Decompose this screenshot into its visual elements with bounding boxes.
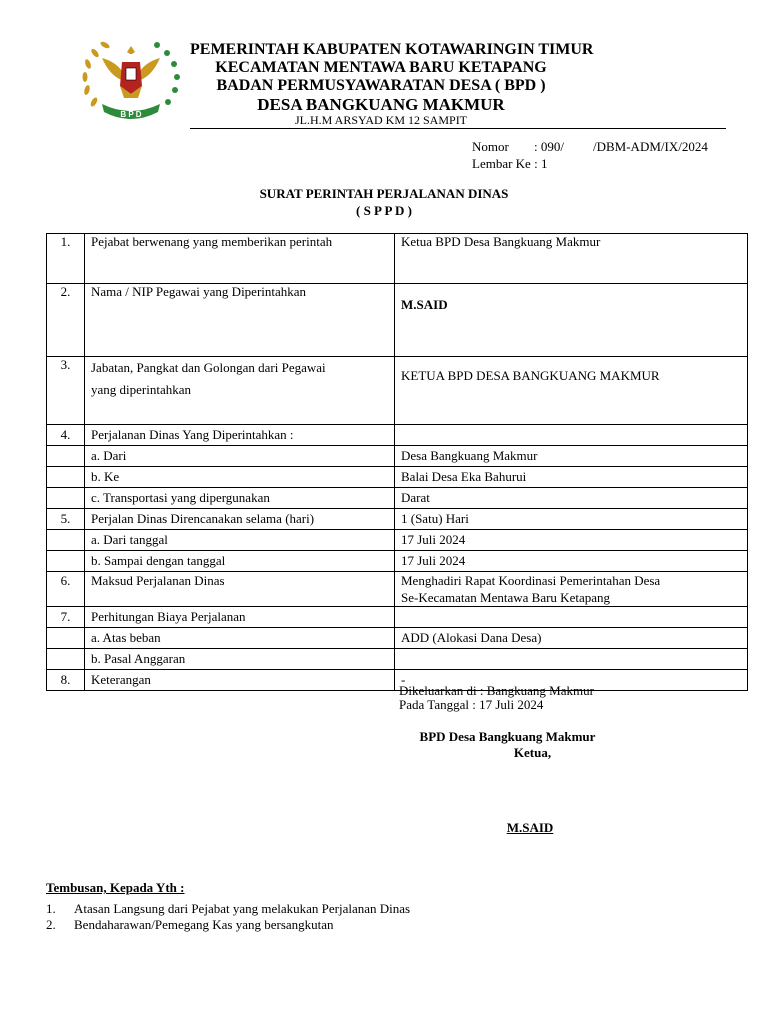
signer-position: Ketua, bbox=[513, 745, 552, 760]
row-number: 1. bbox=[47, 234, 85, 284]
table-row bbox=[47, 530, 748, 551]
cc-item-number: 1. bbox=[46, 901, 56, 916]
row-value: 1 (Satu) Hari bbox=[395, 509, 748, 530]
nomor-value: : 090/ bbox=[534, 139, 564, 154]
list-item bbox=[46, 917, 334, 933]
table-row bbox=[47, 357, 748, 425]
table-row bbox=[47, 446, 748, 467]
header-address: JL.H.M ARSYAD KM 12 SAMPIT bbox=[294, 113, 468, 127]
row-value: KETUA BPD DESA BANGKUANG MAKMUR bbox=[395, 357, 748, 425]
row-number bbox=[47, 488, 85, 509]
row-value-line-1: Menghadiri Rapat Koordinasi Pemerintahan Desa bbox=[401, 573, 661, 588]
row-value bbox=[395, 425, 748, 446]
row-number bbox=[47, 446, 85, 467]
table-row bbox=[47, 488, 748, 509]
lembar-ke: Lembar Ke : 1 bbox=[472, 156, 548, 171]
row-label: Maksud Perjalanan Dinas bbox=[85, 572, 395, 607]
row-number: 6. bbox=[47, 572, 85, 607]
row-label: b. Pasal Anggaran bbox=[85, 649, 395, 670]
bpd-logo bbox=[72, 32, 190, 128]
row-label-line-1: Jabatan, Pangkat dan Golongan dari Pegawai bbox=[91, 360, 326, 375]
row-number bbox=[47, 467, 85, 488]
row-number: 5. bbox=[47, 509, 85, 530]
row-number: 4. bbox=[47, 425, 85, 446]
row-label bbox=[85, 357, 395, 425]
table-row bbox=[47, 234, 748, 284]
row-number: 2. bbox=[47, 284, 85, 357]
table-row bbox=[47, 572, 748, 607]
table-row bbox=[47, 607, 748, 628]
row-label: c. Transportasi yang dipergunakan bbox=[85, 488, 395, 509]
row-label: a. Dari bbox=[85, 446, 395, 467]
row-number: 8. bbox=[47, 670, 85, 691]
document-title: SURAT PERINTAH PERJALANAN DINAS bbox=[259, 186, 509, 201]
row-value bbox=[395, 649, 748, 670]
table-row bbox=[47, 628, 748, 649]
header-line-2: KECAMATAN MENTAWA BARU KETAPANG bbox=[215, 59, 547, 76]
header-line-3: BADAN PERMUSYAWARATAN DESA ( BPD ) bbox=[216, 77, 546, 94]
document-subtitle: ( S P P D ) bbox=[356, 203, 412, 218]
table-row bbox=[47, 551, 748, 572]
row-value: M.SAID bbox=[395, 284, 748, 357]
row-number: 3. bbox=[47, 357, 85, 425]
table-row bbox=[47, 509, 748, 530]
row-label: b. Ke bbox=[85, 467, 395, 488]
header-line-1: PEMERINTAH KABUPATEN KOTAWARINGIN TIMUR bbox=[190, 41, 594, 58]
cc-title: Tembusan, Kepada Yth : bbox=[46, 880, 185, 895]
row-label: Keterangan bbox=[85, 670, 395, 691]
row-label: Pejabat berwenang yang memberikan perintah bbox=[85, 234, 395, 284]
header-line-4: DESA BANGKUANG MAKMUR bbox=[257, 95, 505, 114]
row-value: Desa Bangkuang Makmur bbox=[395, 446, 748, 467]
table-row bbox=[47, 284, 748, 357]
nomor-suffix: /DBM-ADM/IX/2024 bbox=[593, 139, 708, 154]
cc-item-text: Bendaharawan/Pemegang Kas yang bersangkutan bbox=[74, 917, 334, 932]
row-label-line-2: yang diperintahkan bbox=[91, 382, 191, 397]
issued-date: Pada Tanggal : 17 Juli 2024 bbox=[399, 697, 544, 712]
row-label: a. Atas beban bbox=[85, 628, 395, 649]
row-number bbox=[47, 628, 85, 649]
table-row bbox=[47, 467, 748, 488]
row-label: Nama / NIP Pegawai yang Diperintahkan bbox=[85, 284, 395, 357]
table-row bbox=[47, 670, 748, 691]
issued-place: Dikeluarkan di : Bangkuang Makmur bbox=[399, 683, 594, 698]
row-value: 17 Juli 2024 bbox=[395, 551, 748, 572]
nomor-label: Nomor bbox=[472, 139, 509, 154]
sppd-table bbox=[46, 233, 748, 691]
row-number bbox=[47, 530, 85, 551]
signer-name: M.SAID bbox=[506, 820, 554, 835]
signer-organization: BPD Desa Bangkuang Makmur bbox=[419, 729, 596, 744]
row-value: Darat bbox=[395, 488, 748, 509]
logo-text: B P D bbox=[120, 110, 142, 119]
cc-item-number: 2. bbox=[46, 917, 56, 932]
row-value bbox=[395, 572, 748, 607]
cc-item-text: Atasan Langsung dari Pejabat yang melakukan Perjalanan Dinas bbox=[74, 901, 411, 916]
list-item bbox=[46, 901, 410, 917]
row-label: Perjalan Dinas Direncanakan selama (hari) bbox=[85, 509, 395, 530]
row-value: Balai Desa Eka Bahurui bbox=[395, 467, 748, 488]
row-label: Perhitungan Biaya Perjalanan bbox=[85, 607, 395, 628]
header-divider bbox=[190, 128, 726, 129]
row-number: 7. bbox=[47, 607, 85, 628]
row-value: Ketua BPD Desa Bangkuang Makmur bbox=[395, 234, 748, 284]
row-value bbox=[395, 607, 748, 628]
table-row bbox=[47, 425, 748, 446]
row-value: ADD (Alokasi Dana Desa) bbox=[395, 628, 748, 649]
row-value: 17 Juli 2024 bbox=[395, 530, 748, 551]
row-value-line-2: Se-Kecamatan Mentawa Baru Ketapang bbox=[401, 590, 610, 605]
table-row bbox=[47, 649, 748, 670]
row-label: b. Sampai dengan tanggal bbox=[85, 551, 395, 572]
row-value: - bbox=[395, 670, 748, 691]
row-number bbox=[47, 551, 85, 572]
row-label: a. Dari tanggal bbox=[85, 530, 395, 551]
row-number bbox=[47, 649, 85, 670]
row-label: Perjalanan Dinas Yang Diperintahkan : bbox=[85, 425, 395, 446]
